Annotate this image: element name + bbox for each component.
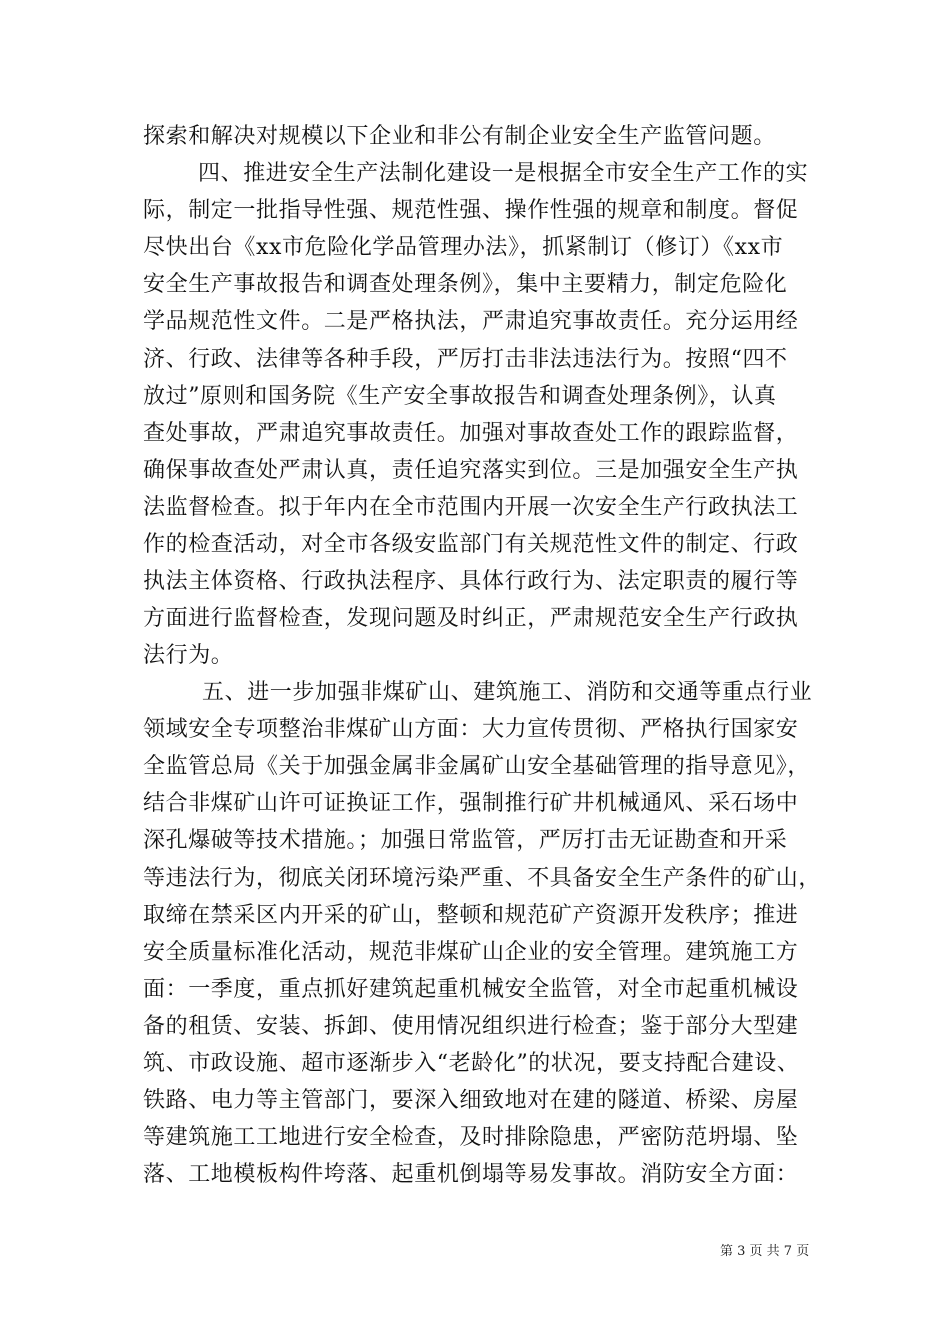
text-line: 铁路、电力等主管部门，要深入细致地对在建的隧道、桥梁、房屋 (143, 1088, 799, 1113)
text-line: 法监督检查。拟于年内在全市范围内开展一次安全生产行政执法工 (143, 495, 799, 520)
text-line: 尽快出台《xx市危险化学品管理办法》，抓紧制订（修订）《xx市 (143, 235, 784, 260)
text-line: 安全生产事故报告和调查处理条例》，集中主要精力，制定危险化 (143, 272, 788, 297)
text-line: 领域安全专项整治非煤矿山方面：大力宣传贯彻、严格执行国家安 (143, 717, 799, 742)
text-line: 法行为。 (143, 643, 234, 668)
text-line: 探索和解决对规模以下企业和非公有制企业安全生产监管问题。 (143, 124, 776, 149)
text-line: 备的租赁、安装、拆卸、使用情况组织进行检查；鉴于部分大型建 (143, 1014, 799, 1039)
text-line: 放过”原则和国务院《生产安全事故报告和调查处理条例》，认真 (143, 384, 777, 409)
text-line: 取缔在禁采区内开采的矿山，整顿和规范矿产资源开发秩序；推进 (143, 903, 799, 928)
text-line: 际，制定一批指导性强、规范性强、操作性强的规章和制度。督促 (143, 198, 799, 223)
text-line: 方面进行监督检查，发现问题及时纠正，严肃规范安全生产行政执 (143, 606, 799, 631)
text-line: 确保事故查处严肃认真，责任追究落实到位。三是加强安全生产执 (143, 458, 799, 483)
text-line: 执法主体资格、行政执法程序、具体行政行为、法定职责的履行等 (143, 569, 799, 594)
page-number: 第 3 页 共 7 页 (720, 1244, 810, 1259)
text-line: 等违法行为，彻底关闭环境污染严重、不具备安全生产条件的矿山， (143, 866, 822, 891)
text-line: 查处事故，严肃追究事故责任。加强对事故查处工作的跟踪监督， (143, 421, 799, 446)
text-line: 作的检查活动，对全市各级安监部门有关规范性文件的制定、行政 (143, 532, 799, 557)
text-line: 落、工地模板构件垮落、起重机倒塌等易发事故。消防安全方面： (143, 1162, 799, 1187)
text-line: 学品规范性文件。二是严格执法，严肃追究事故责任。充分运用经 (143, 309, 799, 334)
text-line: 筑、市政设施、超市逐渐步入“老龄化”的状况，要支持配合建设、 (143, 1051, 800, 1076)
text-line: 安全质量标准化活动，规范非煤矿山企业的安全管理。建筑施工方 (143, 940, 799, 965)
text-line: 等建筑施工工地进行安全检查，及时排除隐患，严密防范坍塌、坠 (143, 1125, 799, 1150)
section-heading-line: 四、推进安全生产法制化建设一是根据全市安全生产工作的实 (198, 161, 809, 186)
text-line: 面：一季度，重点抓好建筑起重机械安全监管，对全市起重机械设 (143, 977, 799, 1002)
text-line: 深孔爆破等技术措施。；加强日常监管，严厉打击无证勘查和开采 (143, 828, 788, 853)
text-line: 结合非煤矿山许可证换证工作，强制推行矿井机械通风、采石场中 (143, 791, 799, 816)
text-line: 全监管总局《关于加强金属非金属矿山安全基础管理的指导意见》， (143, 754, 811, 779)
section-heading-line: 五、进一步加强非煤矿山、建筑施工、消防和交通等重点行业 (202, 680, 813, 705)
text-line: 济、行政、法律等各种手段，严厉打击非法违法行为。按照“四不 (143, 347, 788, 372)
